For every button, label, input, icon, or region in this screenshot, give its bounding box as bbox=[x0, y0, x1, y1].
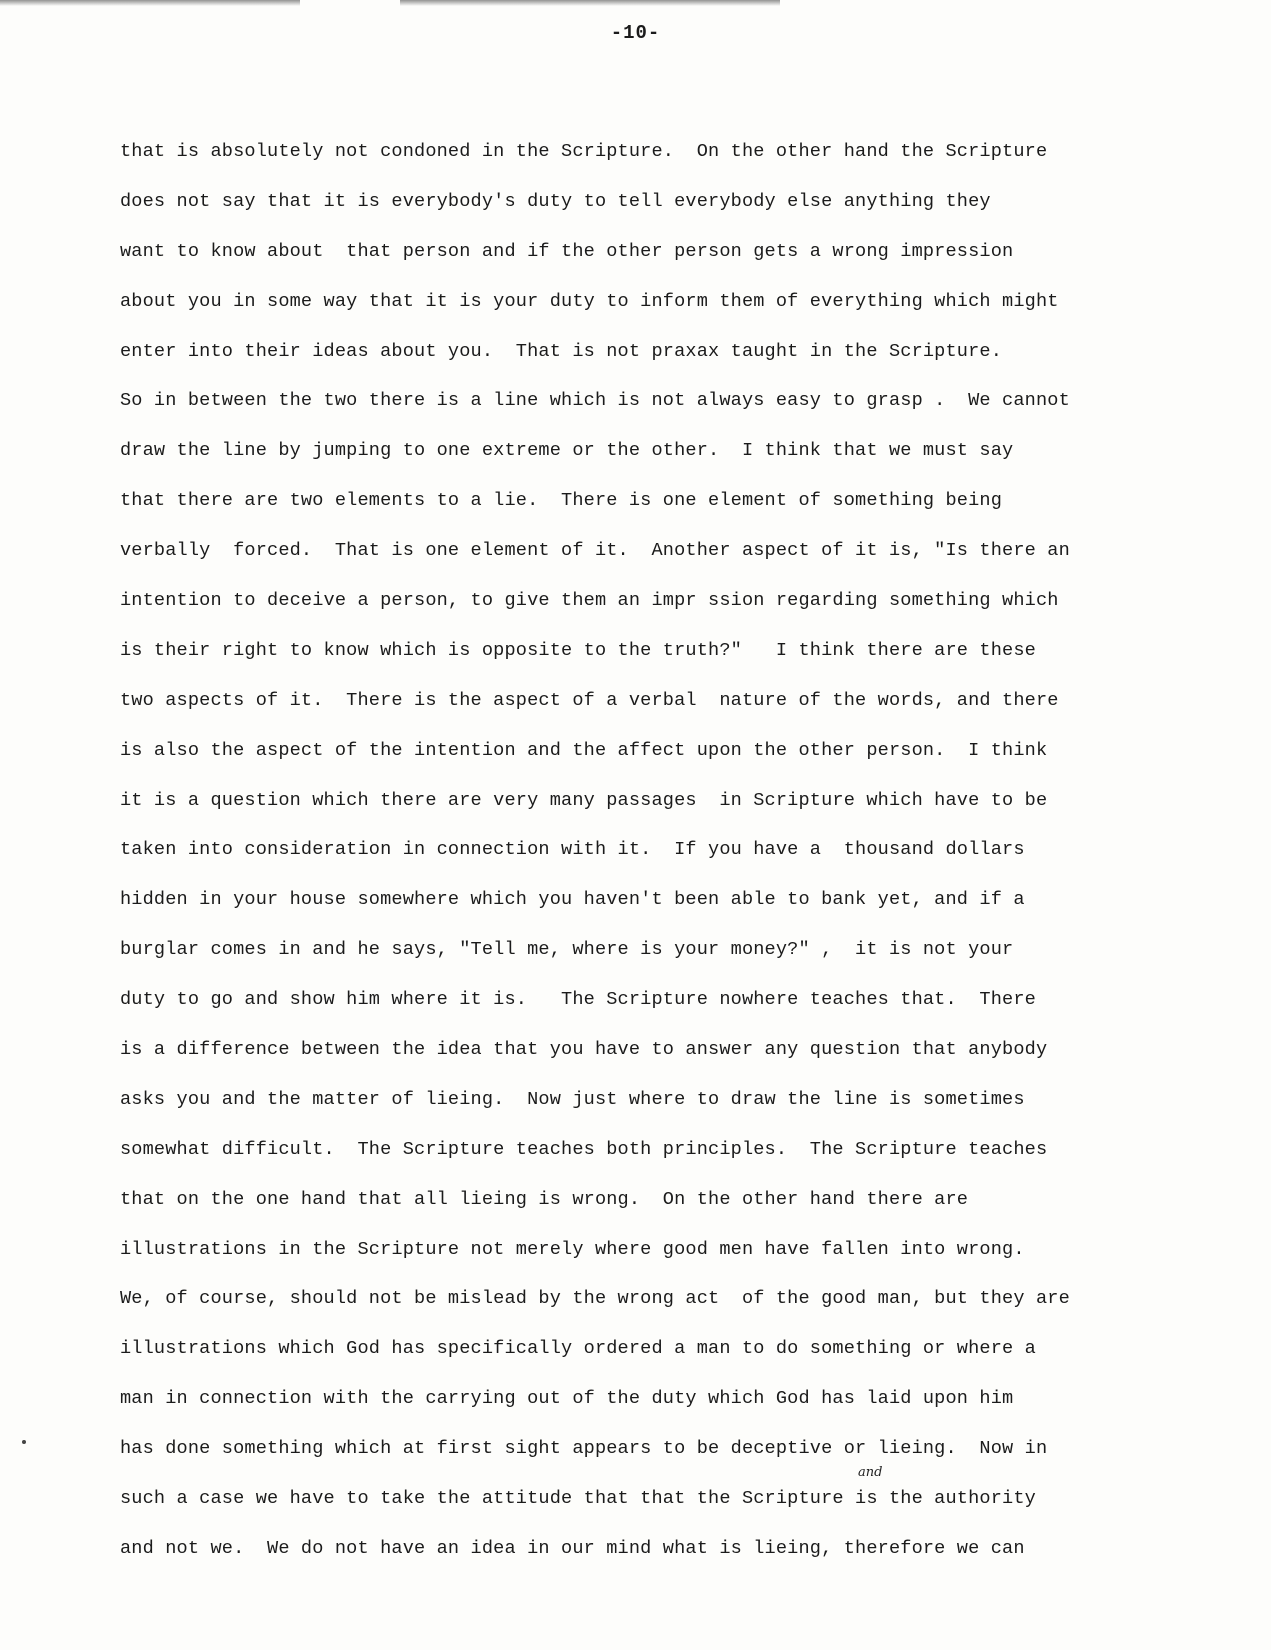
text-line: that on the one hand that all lieing is wrong. On the other hand there are bbox=[120, 1188, 969, 1210]
text-line: about you in some way that it is your duty to inform them of everything which might bbox=[120, 290, 1059, 312]
text-line: verbally forced. That is one element of it. Another aspect of it is, "Is there an bbox=[120, 540, 1070, 562]
text-line: is a difference between the idea that you have to answer any question that anybody bbox=[120, 1039, 1048, 1061]
text-line: draw the line by jumping to one extreme or the other. I think that we must say bbox=[120, 440, 1014, 462]
page-number: -10- bbox=[610, 22, 661, 44]
text-line: man in connection with the carrying out of the duty which God has laid upon him bbox=[120, 1388, 1014, 1410]
text-line: duty to go and show him where it is. The Scripture nowhere teaches that. There bbox=[120, 989, 1036, 1011]
text-line: is also the aspect of the intention and the affect upon the other person. I think bbox=[120, 739, 1048, 761]
text-line: enter into their ideas about you. That is not praxax taught in the Scripture. bbox=[120, 340, 1003, 362]
text-line: illustrations which God has specifically ordered a man to do something or where a bbox=[120, 1338, 1036, 1360]
text-line: such a case we have to take the attitude that that the Scripture is the authority bbox=[120, 1488, 1036, 1510]
text-line: hidden in your house somewhere which you haven't been able to bank yet, and if a bbox=[120, 889, 1025, 911]
text-line: that is absolutely not condoned in the Scripture. On the other hand the Scripture bbox=[120, 141, 1048, 162]
typed-body-text bbox=[120, 140, 1160, 1587]
text-line: two aspects of it. There is the aspect of a verbal nature of the words, and there bbox=[120, 689, 1059, 711]
text-line: asks you and the matter of lieing. Now just where to draw the line is sometimes bbox=[120, 1088, 1025, 1110]
text-line: that there are two elements to a lie. There is one element of something being bbox=[120, 490, 1003, 512]
text-line: We, of course, should not be mislead by the wrong act of the good man, but they are bbox=[120, 1288, 1070, 1310]
text-line: intention to deceive a person, to give them an impr ssion regarding something which bbox=[120, 590, 1059, 612]
text-line: want to know about that person and if the other person gets a wrong impression bbox=[120, 240, 1014, 262]
text-line: So in between the two there is a line which is not always easy to grasp . We cannot bbox=[120, 390, 1070, 412]
text-line: has done something which at first sight appears to be deceptive or lieing. Now in bbox=[120, 1438, 1048, 1460]
scan-edge-mark bbox=[400, 0, 780, 6]
scan-edge-mark bbox=[0, 0, 300, 6]
margin-mark bbox=[22, 1440, 26, 1444]
text-line: is their right to know which is opposite to the truth?" I think there are these bbox=[120, 639, 1036, 661]
text-line: taken into consideration in connection with it. If you have a thousand dollars bbox=[120, 839, 1025, 861]
text-line: does not say that it is everybody's duty to tell everybody else anything they bbox=[120, 190, 991, 212]
text-line: burglar comes in and he says, "Tell me, where is your money?" , it is not your bbox=[120, 939, 1014, 961]
text-line: and not we. We do not have an idea in our mind what is lieing, therefore we can bbox=[120, 1537, 1025, 1559]
handwritten-insertion: and bbox=[858, 1465, 883, 1480]
text-line: it is a question which there are very many passages in Scripture which have to be bbox=[120, 789, 1048, 811]
text-line: illustrations in the Scripture not merely where good men have fallen into wrong. bbox=[120, 1238, 1025, 1260]
text-line: somewhat difficult. The Scripture teaches both principles. The Scripture teaches bbox=[120, 1138, 1048, 1160]
